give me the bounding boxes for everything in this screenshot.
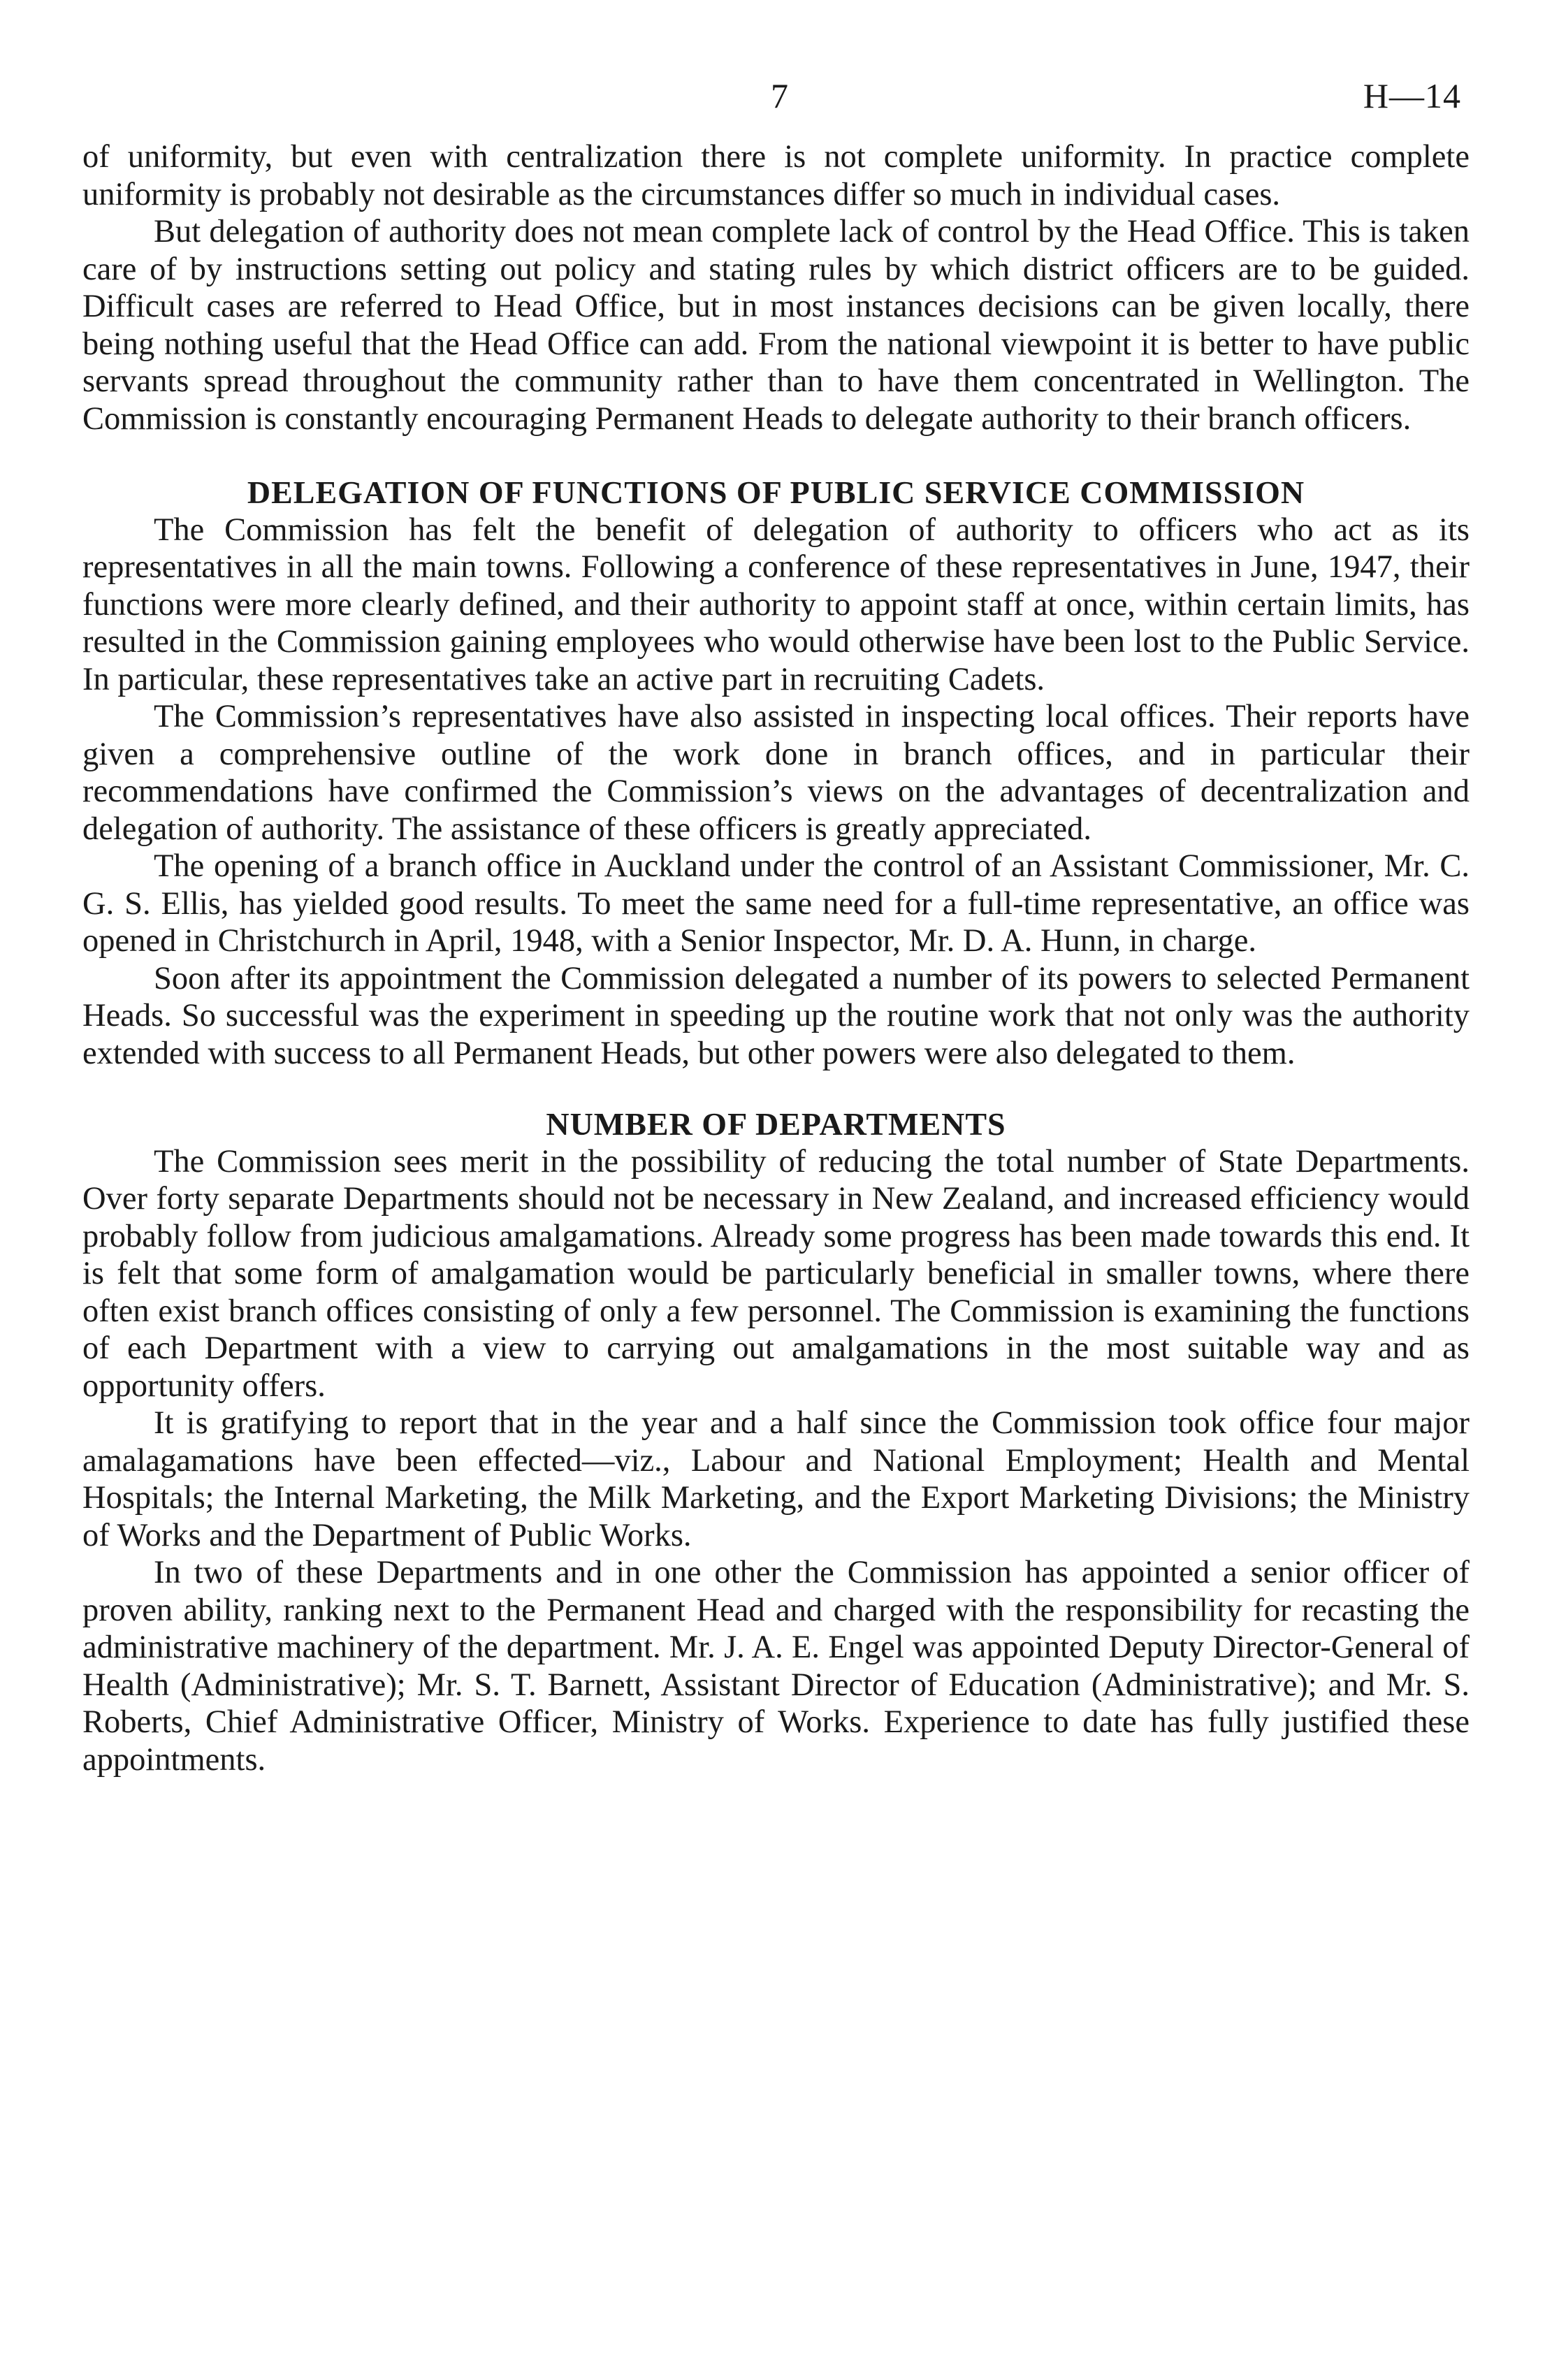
document-body (82, 138, 1470, 1778)
paragraph: In two of these Departments and in one other the Commission has appointed a senior officer of proven ability, ranking next to the Permanent Head and charged with the responsibility for recasting the administrative machinery of the department. Mr. J. A. E. Engel was appointed Deputy Director-General of Health (Administrative); Mr. S. T. Barnett, Assistant Director of Education (Administrative); and Mr. S. Roberts, Chief Administrative Officer, Ministry of Works. Experience to date has fully justified these appointments. (82, 1555, 1470, 1778)
paragraph-continuation: of uniformity, but even with centralization there is not complete uniformity. In practice complete uniformity is probably not desirable as the circumstances differ so much in individual cases. (82, 139, 1470, 212)
page-header (82, 75, 1470, 138)
paragraph: Soon after its appointment the Commission delegated a number of its powers to selected Permanent Heads. So successful was the experiment in speeding up the routine work that not only was the authority extended with success to all Permanent Heads, but other powers were also delegated to them. (82, 960, 1470, 1071)
paragraph: It is gratifying to report that in the year and a half since the Commission took office four major amalagamations have been effected—viz., Labour and National Employment; Health and Mental Hospitals; the Internal Marketing, the Milk Marketing, and the Export Marketing Divisions; the Ministry of Works and the Department of Public Works. (82, 1405, 1470, 1553)
paragraph: The Commission has felt the benefit of delegation of authority to officers who act as its representatives in all the main towns. Following a conference of these representatives in June, 1947, their functions were more clearly defined, and their authority to appoint staff at once, within certain limits, has resulted in the Commission gaining employees who would otherwise have been lost to the Public Service. In particular, these representatives take an active part in recruiting Cadets. (82, 511, 1470, 697)
document-reference: H—14 (1363, 76, 1461, 115)
section-heading-departments: NUMBER OF DEPARTMENTS (546, 1106, 1006, 1142)
paragraph: The opening of a branch office in Auckland under the control of an Assistant Commissioner, Mr. C. G. S. Ellis, has yielded good results. To meet the same need for a full-time representative, an office was opened in Christchurch in April, 1948, with a Senior Inspector, Mr. D. A. Hunn, in charge. (82, 848, 1470, 959)
document-page (82, 75, 1470, 1778)
paragraph: The Commission’s representatives have also assisted in inspecting local offices. Their reports have given a comprehensive outline of the work done in branch offices, and in particular their recommendations have confirmed the Commission’s views on the advantages of decentralization and delegation of authority. The assistance of these officers is greatly appreciated. (82, 699, 1470, 847)
page-number: 7 (771, 76, 788, 115)
paragraph: The Commission sees merit in the possibility of reducing the total number of State Departments. Over forty separate Departments should not be necessary in New Zealand, and increased efficiency would probably follow from judicious amalgamations. Already some progress has been made towards this end. It is felt that some form of amalgamation would be particularly beneficial in smaller towns, where there often exist branch offices consisting of only a few personnel. The Commission is examining the functions of each Department with a view to carrying out amalgamations in the most suitable way and as opportunity offers. (82, 1143, 1470, 1404)
paragraph: But delegation of authority does not mean complete lack of control by the Head Office. This is taken care of by instructions setting out policy and stating rules by which district officers are to be guided. Difficult cases are referred to Head Office, but in most instances decisions can be given locally, there being nothing useful that the Head Office can add. From the national viewpoint it is better to have public servants spread throughout the community rather than to have them concentrated in Wellington. The Commission is constantly encouraging Permanent Heads to delegate authority to their branch officers. (82, 214, 1470, 437)
section-heading-delegation: DELEGATION OF FUNCTIONS OF PUBLIC SERVICE COMMISSION (247, 474, 1305, 510)
